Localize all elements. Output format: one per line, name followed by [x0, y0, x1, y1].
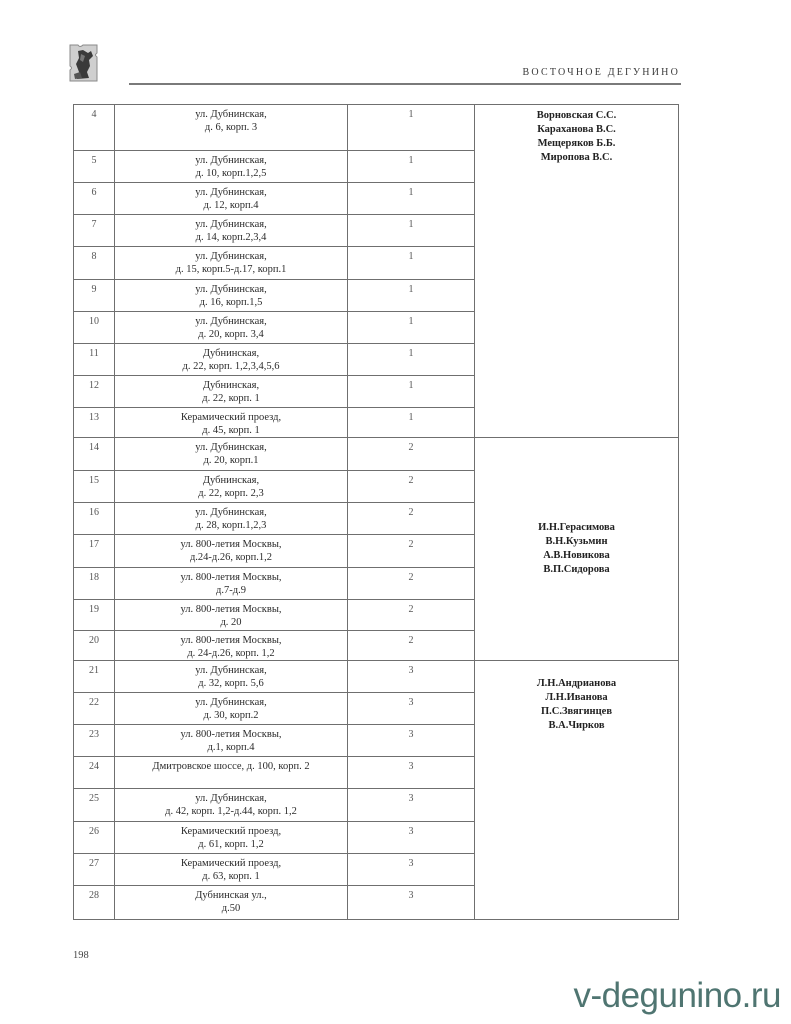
- row-number: 20: [74, 631, 115, 661]
- responsible-person-name: В.А.Чирков: [548, 720, 605, 731]
- address-street: ул. Дубнинская,: [195, 442, 267, 453]
- address-building: д. 10, корп.1,2,5: [195, 168, 267, 179]
- address-street: Дубнинская ул.,: [195, 890, 267, 901]
- address-building: д. 16, корп.1,5: [199, 297, 263, 308]
- row-number: 28: [74, 886, 115, 920]
- district-number: 3: [348, 693, 475, 725]
- row-number: 5: [74, 151, 115, 183]
- district-number: 1: [348, 151, 475, 183]
- address-cell: [115, 757, 348, 789]
- table-row: [74, 105, 679, 151]
- site-watermark: v-degunino.ru: [573, 976, 781, 1015]
- address-cell: [115, 503, 348, 535]
- address-cell: [115, 105, 348, 151]
- district-number: 2: [348, 503, 475, 535]
- address-cell: [115, 568, 348, 600]
- address-building: д. 20: [220, 617, 242, 628]
- address-building: д. 42, корп. 1,2-д.44, корп. 1,2: [165, 806, 297, 817]
- row-number: 13: [74, 408, 115, 438]
- address-building: д. 28, корп.1,2,3: [195, 520, 267, 531]
- responsible-person-name: Мещеряков Б.Б.: [537, 138, 616, 149]
- address-street: ул. Дубнинская,: [195, 187, 267, 198]
- address-building: д. 45, корп. 1: [202, 425, 260, 436]
- district-number: 1: [348, 312, 475, 344]
- address-building: д. 61, корп. 1,2: [198, 839, 264, 850]
- address-cell: [115, 600, 348, 631]
- header-rule: [129, 83, 681, 85]
- address-cell: [115, 438, 348, 471]
- district-number: 3: [348, 886, 475, 920]
- district-number: 3: [348, 757, 475, 789]
- responsible-person-name: А.В.Новикова: [543, 550, 610, 561]
- table-row: [74, 661, 679, 693]
- address-building: д.50: [221, 903, 241, 914]
- row-number: 15: [74, 471, 115, 503]
- address-street: ул. Дубнинская,: [195, 219, 267, 230]
- address-street: ул. 800-летия Москвы,: [180, 572, 282, 583]
- district-number: 1: [348, 344, 475, 376]
- address-street: ул. Дубнинская,: [195, 109, 267, 120]
- district-number: 1: [348, 105, 475, 151]
- responsible-person-name: П.С.Звягинцев: [540, 706, 612, 717]
- district-coat-of-arms-logo: [69, 44, 98, 82]
- district-number: 3: [348, 822, 475, 854]
- row-number: 11: [74, 344, 115, 376]
- address-street: Дубнинская,: [202, 348, 260, 359]
- row-number: 23: [74, 725, 115, 757]
- address-street: ул. Дубнинская,: [195, 316, 267, 327]
- address-cell: [115, 693, 348, 725]
- address-street: Дубнинская,: [202, 475, 260, 486]
- row-number: 26: [74, 822, 115, 854]
- row-number: 4: [74, 105, 115, 151]
- row-number: 8: [74, 247, 115, 280]
- row-number: 19: [74, 600, 115, 631]
- address-street: Керамический проезд,: [180, 412, 282, 423]
- district-number: 3: [348, 725, 475, 757]
- responsible-person-name: Л.Н.Андрианова: [536, 678, 617, 689]
- address-street: ул. Дубнинская,: [195, 284, 267, 295]
- address-building: д. 12, корп.4: [203, 200, 259, 211]
- coat-of-arms-icon: [69, 44, 98, 82]
- address-building: д. 63, корп. 1: [202, 871, 260, 882]
- row-number: 25: [74, 789, 115, 822]
- responsible-persons-cell: [475, 105, 679, 438]
- table-row: [74, 438, 679, 471]
- address-cell: [115, 886, 348, 920]
- address-building: д. 14, корп.2,3,4: [195, 232, 267, 243]
- address-street: Керамический проезд,: [180, 826, 282, 837]
- address-building: д. 22, корп. 1,2,3,4,5,6: [182, 361, 280, 372]
- address-cell: [115, 535, 348, 568]
- district-number: 2: [348, 600, 475, 631]
- address-building: д. 22, корп. 1: [202, 393, 260, 404]
- responsible-person-name: Миропова В.С.: [540, 152, 613, 163]
- district-number: 2: [348, 568, 475, 600]
- responsible-person-name: Л.Н.Иванова: [545, 692, 608, 703]
- district-number: 3: [348, 854, 475, 886]
- address-cell: [115, 408, 348, 438]
- address-cell: [115, 151, 348, 183]
- responsible-person-name: Ворновская С.С.: [536, 110, 617, 121]
- address-street: ул. Дубнинская,: [195, 665, 267, 676]
- address-street: ул. 800-летия Москвы,: [180, 635, 282, 646]
- address-building: д. 15, корп.5-д.17, корп.1: [175, 264, 287, 275]
- address-street: Дубнинская,: [202, 380, 260, 391]
- district-number: 1: [348, 215, 475, 247]
- address-building: д.1, корп.4: [207, 742, 255, 753]
- address-street: ул. 800-летия Москвы,: [180, 539, 282, 550]
- address-cell: [115, 376, 348, 408]
- address-street: ул. 800-летия Москвы,: [180, 729, 282, 740]
- address-street: ул. 800-летия Москвы,: [180, 604, 282, 615]
- responsible-person-name: В.П.Сидорова: [543, 564, 610, 575]
- responsible-persons-cell: [475, 661, 679, 920]
- address-cell: [115, 183, 348, 215]
- row-number: 14: [74, 438, 115, 471]
- address-building: д.7-д.9: [216, 585, 246, 596]
- row-number: 21: [74, 661, 115, 693]
- address-cell: [115, 661, 348, 693]
- row-number: 18: [74, 568, 115, 600]
- address-building: д. 20, корп. 3,4: [198, 329, 264, 340]
- row-number: 10: [74, 312, 115, 344]
- row-number: 17: [74, 535, 115, 568]
- address-cell: [115, 822, 348, 854]
- row-number: 27: [74, 854, 115, 886]
- address-cell: [115, 247, 348, 280]
- district-number: 2: [348, 471, 475, 503]
- row-number: 6: [74, 183, 115, 215]
- address-cell: [115, 215, 348, 247]
- row-number: 22: [74, 693, 115, 725]
- address-street: ул. Дубнинская,: [195, 697, 267, 708]
- row-number: 24: [74, 757, 115, 789]
- row-number: 12: [74, 376, 115, 408]
- address-street: ул. Дубнинская,: [195, 251, 267, 262]
- district-number: 1: [348, 280, 475, 312]
- responsible-person-name: В.Н.Кузьмин: [545, 536, 608, 547]
- responsible-persons-cell: [475, 438, 679, 661]
- district-number: 1: [348, 408, 475, 438]
- district-number: 1: [348, 376, 475, 408]
- district-number: 2: [348, 535, 475, 568]
- address-building: д. 22, корп. 2,3: [198, 488, 264, 499]
- address-cell: [115, 789, 348, 822]
- address-building: д. 30, корп.2: [203, 710, 259, 721]
- district-number: 1: [348, 247, 475, 280]
- district-number: 1: [348, 183, 475, 215]
- address-cell: [115, 471, 348, 503]
- address-street: ул. Дубнинская,: [195, 155, 267, 166]
- address-cell: [115, 312, 348, 344]
- responsible-person-name: Караханова В.С.: [537, 124, 616, 135]
- address-cell: [115, 280, 348, 312]
- address-building: д.24-д.26, корп.1,2: [189, 552, 273, 563]
- page-number: 198: [73, 950, 89, 961]
- address-street: ул. Дубнинская,: [195, 507, 267, 518]
- address-building: д. 24-д.26, корп. 1,2: [187, 648, 275, 659]
- district-number: 3: [348, 789, 475, 822]
- district-title: ВОСТОЧНОЕ ДЕГУНИНО: [522, 67, 680, 78]
- row-number: 16: [74, 503, 115, 535]
- district-number: 2: [348, 438, 475, 471]
- row-number: 9: [74, 280, 115, 312]
- district-number: 3: [348, 661, 475, 693]
- district-number: 2: [348, 631, 475, 661]
- address-street: ул. Дубнинская,: [195, 793, 267, 804]
- address-cell: [115, 725, 348, 757]
- address-building: д. 20, корп.1: [203, 455, 259, 466]
- address-building: д. 32, корп. 5,6: [198, 678, 264, 689]
- row-number: 7: [74, 215, 115, 247]
- address-street: Керамический проезд,: [180, 858, 282, 869]
- address-building: д. 6, корп. 3: [204, 122, 258, 133]
- address-table: [73, 104, 679, 920]
- responsible-person-name: И.Н.Герасимова: [538, 522, 615, 533]
- address-street: Дмитровское шоссе, д. 100, корп. 2: [152, 761, 310, 772]
- address-cell: [115, 631, 348, 661]
- address-cell: [115, 854, 348, 886]
- address-cell: [115, 344, 348, 376]
